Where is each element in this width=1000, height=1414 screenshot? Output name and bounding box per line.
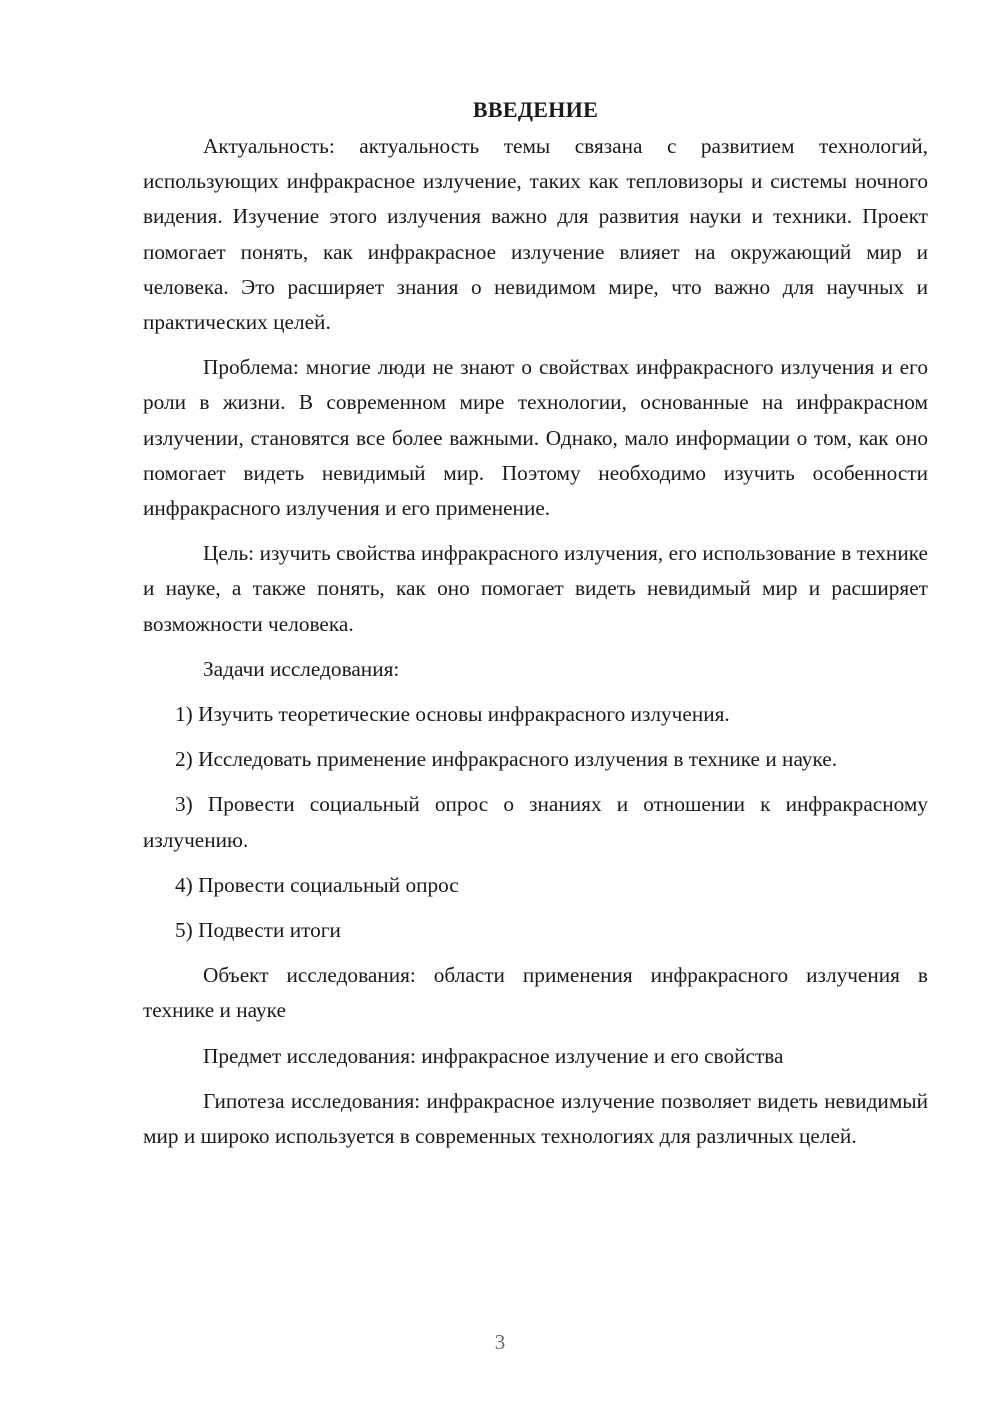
paragraph-subject: Предмет исследования: инфракрасное излучение и его свойства bbox=[203, 1043, 784, 1068]
task-item-2: 2) Исследовать применение инфракрасного излучения в технике и науке. bbox=[175, 747, 838, 772]
paragraph-goal: Цель: изучить свойства инфракрасного излучения, его использование в технике и науке, а также понять, как оно помогает видеть невидимый мир и расширяет возможности человека. bbox=[143, 541, 928, 636]
task-item-4: 4) Провести социальный опрос bbox=[175, 872, 459, 897]
document-page bbox=[143, 92, 928, 1164]
task-item-5: 5) Подвести итоги bbox=[175, 918, 341, 943]
task-item-3: 3) Провести социальный опрос о знаниях и отношении к инфракрасному излучению. bbox=[143, 792, 928, 852]
page-title: ВВЕДЕНИЕ bbox=[472, 97, 599, 122]
task-item-1: 1) Изучить теоретические основы инфракрасного излучения. bbox=[175, 702, 730, 727]
paragraph-hypothesis: Гипотеза исследования: инфракрасное излучение позволяет видеть невидимый мир и широко используется в современных технологиях для различных целей. bbox=[143, 1088, 928, 1149]
paragraph-tasks-heading: Задачи исследования: bbox=[203, 656, 400, 681]
paragraph-object: Объект исследования: области применения инфракрасного излучения в технике и науке bbox=[143, 963, 928, 1023]
paragraph-relevance: Актуальность: актуальность темы связана с развитием технологий, использующих инфракрасное излучение, таких как тепловизоры и системы ночного видения. Изучение этого излучения важно для развития науки и техники. Проект помогает понять, как инфракрасное излучение влияет на окружающий мир и человека. Это расширяет знания о невидимом мире, что важно для научных и практических целей. bbox=[143, 134, 928, 335]
paragraph-problem: Проблема: многие люди не знают о свойствах инфракрасного излучения и его роли в жизни. В современном мире технологии, основанные на инфракрасном излучении, становятся все более важными. Однако, мало информации о том, как оно помогает видеть невидимый мир. Поэтому необходимо изучить особенности инфракрасного излучения и его применение. bbox=[143, 355, 928, 521]
page-number: 3 bbox=[494, 1330, 506, 1354]
